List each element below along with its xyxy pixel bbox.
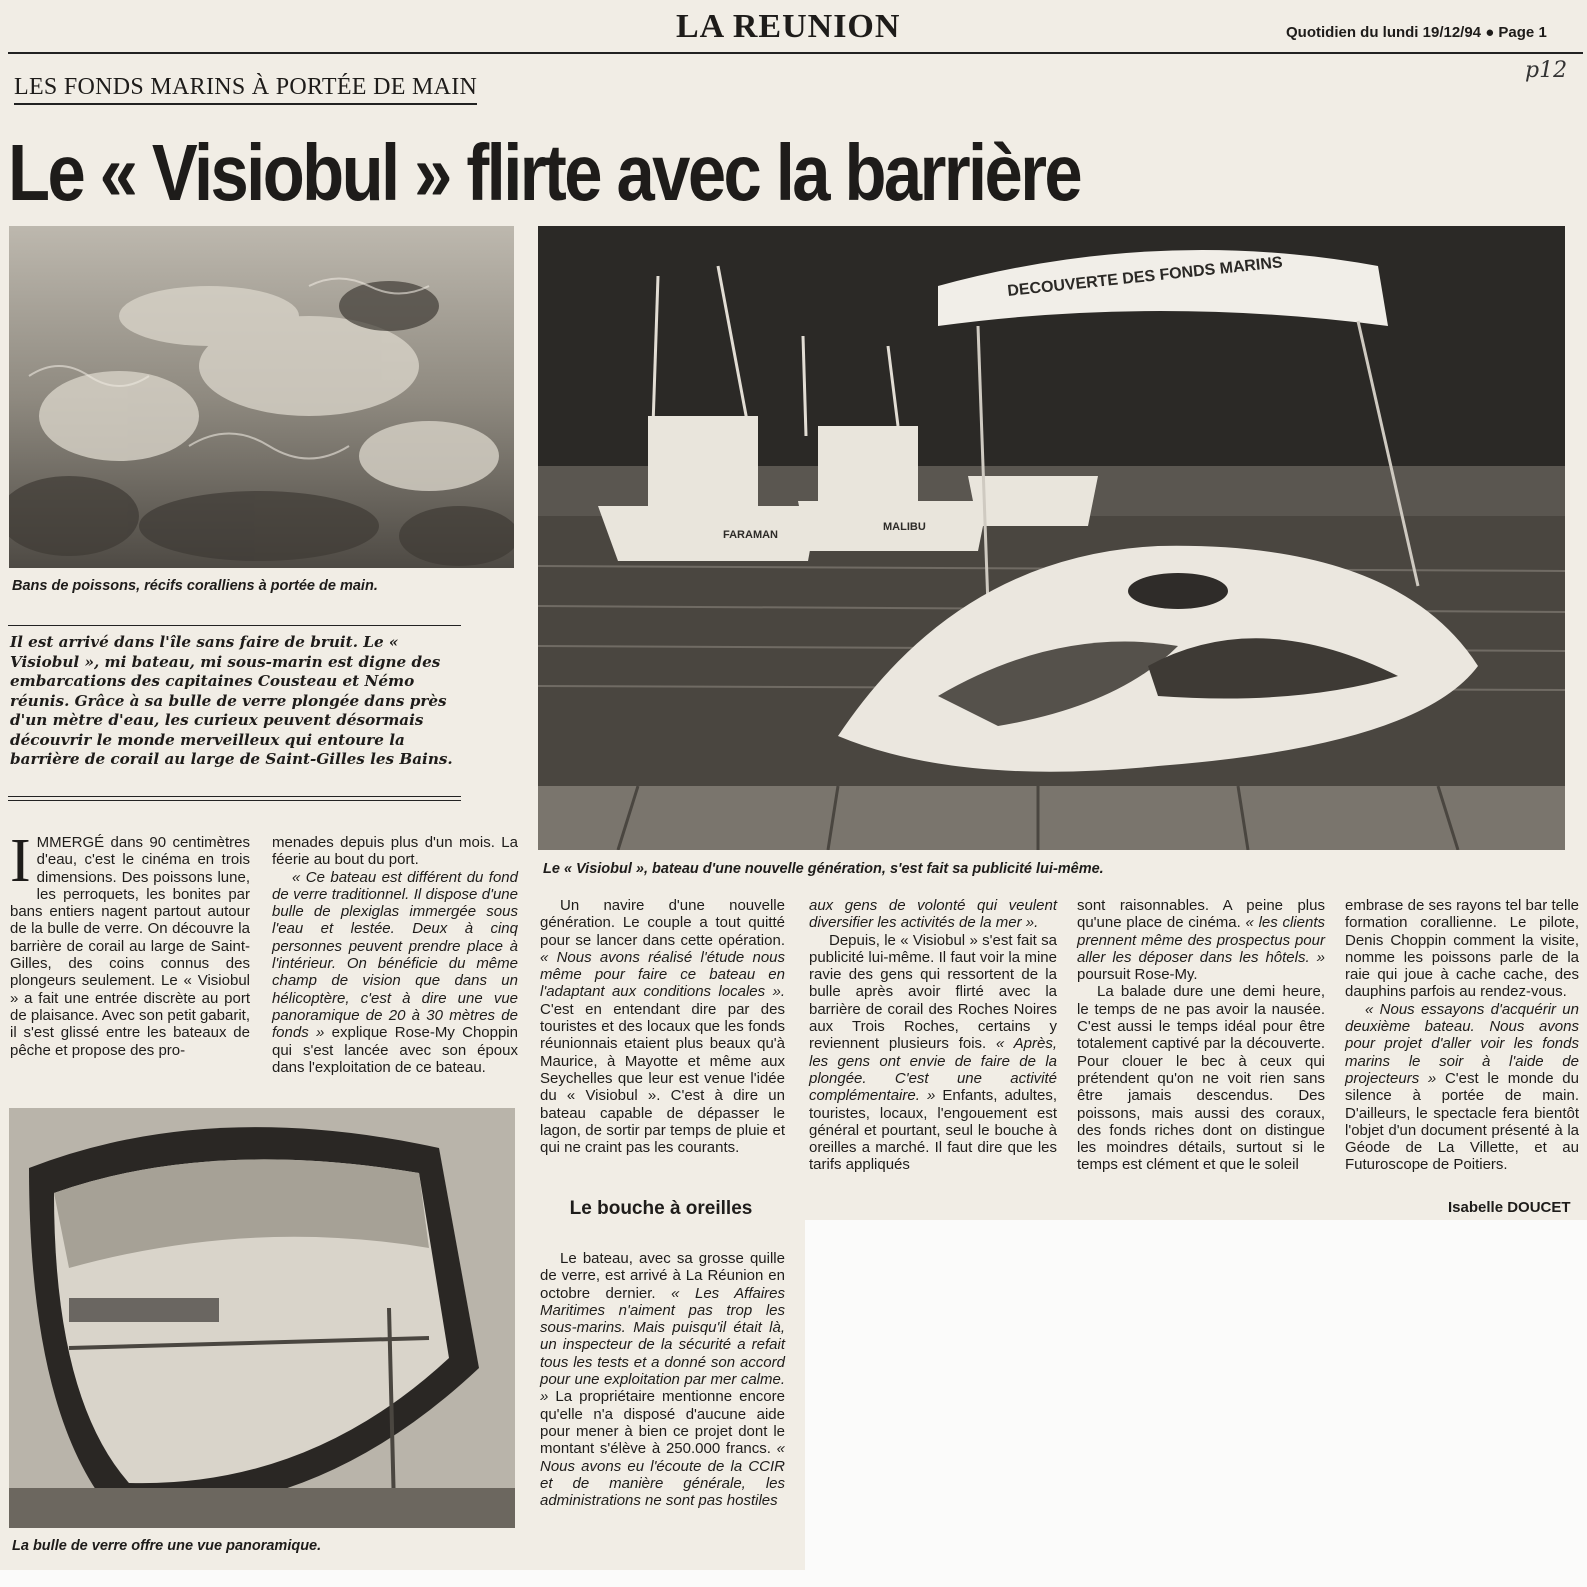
- boat-name-1: FARAMAN: [723, 529, 778, 541]
- bubble-photo: [9, 1108, 515, 1528]
- masthead-rule: [8, 52, 1583, 54]
- column-5-para-0-b: poursuit Rose-My.: [1077, 966, 1198, 984]
- column-2-para-2: [272, 869, 518, 1077]
- column-3-para-1-a: Un navire d'une nouvelle génération. Le couple a tout quitté pour se lancer dans cette opération.: [540, 897, 785, 949]
- masthead-title: LA REUNION: [676, 8, 901, 45]
- coral-photo-caption: Bans de poissons, récifs coralliens à portée de main.: [12, 578, 378, 594]
- chapeau-rule-top: [8, 625, 461, 626]
- column-1-text: MMERGÉ dans 90 centimètres d'eau, c'est le cinéma en trois dimensions. Des poissons lune, les perroquets, les bonites par bans entiers nagent partout autour de la bulle de verre. On découvre la barrière de corail au large de Saint-Gilles, des coins connus des plongeurs seulement. Le « Visiobul » a fait une entrée discrète au port de plaisance. Avec son petit gabarit, il s'est glissé entre les bateaux de pêche et propose des pro-: [10, 834, 250, 1059]
- quote-rose-my: « Ce bateau est différent du fond de verre traditionnel. Il dispose d'une bulle de plexiglas immergée sous l'eau et lestée. Deux à cinq personnes peuvent prendre place à l'intérieur. On bénéficie du même champ de vision que dans un hélicoptère, c'est à dire une vue panoramique de 20 à 30 mètres de fonds »: [272, 868, 518, 1042]
- column-2-para-2-rest: explique Rose-My Choppin qui s'est lancée avec son époux dans l'exploitation de ce bateau.: [272, 1024, 518, 1076]
- column-4-para-1-b: Enfants, adultes, touristes, locaux, l'engouement est général et pourtant, seul le bouche à oreilles a marché. Il faut dire que les tarifs appliqués: [809, 1087, 1057, 1174]
- column-3: [540, 897, 785, 1156]
- column-5-quote-0: « les clients prennent même des prospectus pour aller les déposer dans les hôtels. »: [1077, 914, 1325, 966]
- column-4-para-1: [809, 932, 1057, 1174]
- column-3-para-1: [540, 897, 785, 1156]
- blank-strip: [0, 1570, 1587, 1587]
- harbor-photo-caption: Le « Visiobul », bateau d'une nouvelle génération, s'est fait sa publicité lui-même.: [543, 861, 1104, 877]
- kicker: LES FONDS MARINS À PORTÉE DE MAIN: [14, 74, 477, 105]
- drop-cap: I: [10, 827, 31, 895]
- column-3-para-2-a: Le bateau, avec sa grosse quille de verre, est arrivé à La Réunion en octobre dernier.: [540, 1250, 785, 1302]
- article-lead: Il est arrivé dans l'île sans faire de bruit. Le « Visiobul », mi bateau, mi sous-marin est digne des embarcations des capitaines Cousteau et Némo réunis. Grâce à sa bulle de verre plongée dans près d'un mètre d'eau, les curieux peuvent désormais découvrir le monde merveilleux qui entoure la barrière de corail au large de Saint-Gilles les Bains.: [10, 633, 453, 768]
- dateline: Quotidien du lundi 19/12/94 ● Page 1: [1286, 24, 1547, 41]
- column-3-quote-3: « Nous avons eu l'écoute de la CCIR et de manière générale, les administrations ne sont pas hostiles: [540, 1440, 785, 1510]
- column-3-para-1-b: C'est en entendant dire par des touristes et des locaux que les fonds réunionnais etaient plus beaux qu'à Maurice, à Mayotte et même aux Seychelles que leur est venue l'idée du « Visiobul ». C'est à dire un bateau capable de dépasser le lagon, de sortir par temps de pluie et qui ne craint pas les courants.: [540, 1000, 785, 1157]
- column-4-quote-1: « Après, les gens ont envie de faire de la plongée. C'est une activité complémentaire. »: [809, 1035, 1057, 1105]
- column-3-quote-2: « Les Affaires Maritimes n'aiment pas trop les sous-marins. Mais puisqu'il était là, un inspecteur de la sécurité a refait tous les tests et a donné son accord pour une exploitation par mer calme. »: [540, 1284, 785, 1406]
- column-5: [1077, 897, 1325, 1174]
- bubble-photo-caption: La bulle de verre offre une vue panoramique.: [12, 1538, 322, 1554]
- column-4-para-1-a: Depuis, le « Visiobul » s'est fait sa publicité lui-même. Il faut voir la mine ravie des gens qui ressortent de la bulle après avoir flirté avec la barrière de corail des Roches Noires aux Trois Roches, certains y reviennent plusieurs fois.: [809, 931, 1057, 1053]
- column-2-para-1: menades depuis plus d'un mois. La féerie au bout du port.: [272, 834, 518, 869]
- harbor-photo: [538, 226, 1565, 850]
- coral-photo: [9, 226, 514, 568]
- column-5-para-0: [1077, 897, 1325, 983]
- column-6-para-1-b: C'est le monde du silence à portée de main. D'ailleurs, le spectacle fera bientôt l'objet d'un document présenté à la Géode de La Villette, et au Futuroscope de Poitiers.: [1345, 1069, 1579, 1174]
- column-5-para-0-a: sont raisonnables. A peine plus qu'une place de cinéma.: [1077, 897, 1325, 932]
- column-6-quote-1: « Nous essayons d'acquérir un deuxième bateau. Nous avons pour projet d'aller voir les fonds marins le soir à l'aide de projecteurs »: [1345, 1000, 1579, 1087]
- column-2: [272, 834, 518, 1076]
- column-6-para-1: [1345, 1001, 1579, 1174]
- column-3-para-2-b: La propriétaire mentionne encore qu'elle n'a disposé d'aucune aide pour mener à bien ce projet dont le montant s'élève à 250.000 francs.: [540, 1388, 785, 1458]
- subhead: Le bouche à oreilles: [569, 1198, 753, 1219]
- column-1: [10, 827, 250, 1059]
- column-6-para-0: embrase de ses rayons tel bar telle formation corallienne. Le pilote, Denis Choppin comment la visite, nomme les poissons parle de la raie qui joue à cache cache, des dauphins parfois au rendez-vous.: [1345, 897, 1579, 1001]
- column-4-quote-0: aux gens de volonté qui veulent diversifier les activités de la mer ».: [809, 897, 1057, 932]
- column-3-continued: [540, 1250, 785, 1509]
- chapeau-rule-bottom: [8, 796, 461, 797]
- column-6: [1345, 897, 1579, 1174]
- boat-name-2: MALIBU: [883, 521, 926, 533]
- byline: Isabelle DOUCET: [1448, 1199, 1571, 1216]
- chapeau-rule-bottom-2: [8, 800, 461, 801]
- blank-area: [805, 1220, 1587, 1587]
- handwritten-page-note: p12: [1525, 58, 1568, 83]
- column-4: [809, 897, 1057, 1174]
- canopy-text: DECOUVERTE DES FONDS MARINS: [1006, 254, 1284, 300]
- column-3-quote-1: « Nous avons réalisé l'étude nous même pour faire ce bateau en l'adaptant aux conditions locales ».: [540, 948, 785, 1001]
- headline: Le « Visiobul » flirte avec la barrière: [8, 128, 1081, 217]
- column-3-para-2: [540, 1250, 785, 1509]
- column-5-para-1: La balade dure une demi heure, le temps de ne pas avoir la nausée. C'est aussi le temps idéal pour être totalement captivé par la découverte. Pour clouer le bec à ceux qui prétendent qu'on ne voit rien sans être jamais descendus. Des poissons, mais aussi des coraux, des fonds riches dont on distingue les moindres détails, surtout si le temps est clément et que le soleil: [1077, 983, 1325, 1174]
